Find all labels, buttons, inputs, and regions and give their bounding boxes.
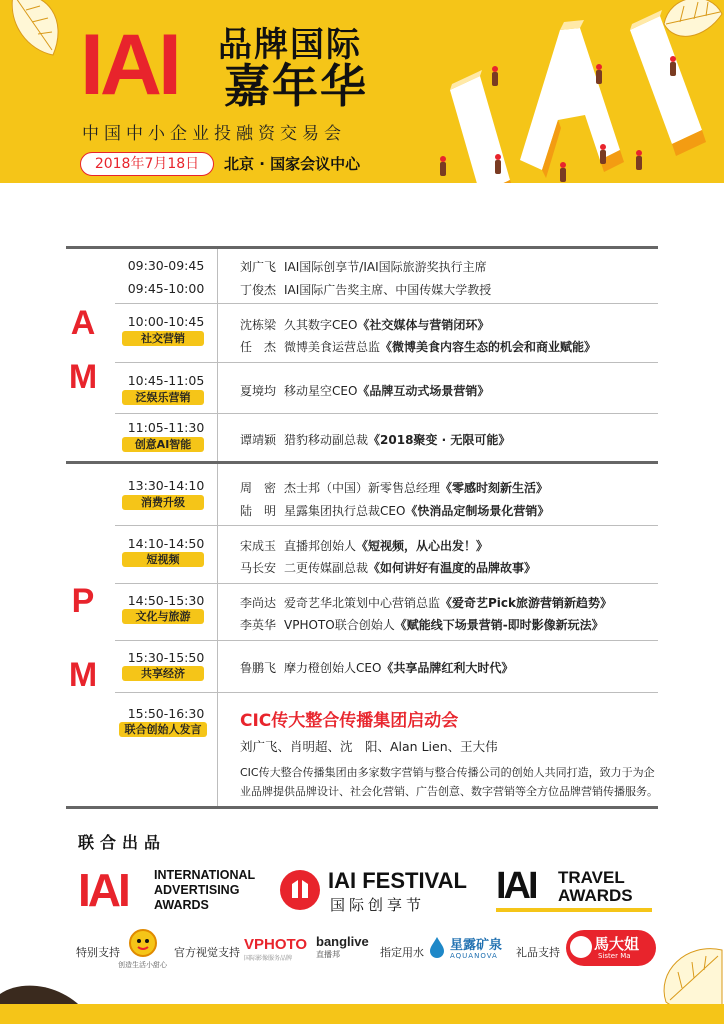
header-banner <box>0 0 724 183</box>
slot-time: 11:05-11:30 <box>127 420 205 435</box>
speaker-row <box>240 281 491 298</box>
gift-brand-name: 馬大姐 <box>594 935 640 953</box>
person-figure-icon <box>670 62 676 76</box>
speaker-name: 李英华 <box>240 618 277 632</box>
speaker-row <box>240 258 487 275</box>
iai-awards-line-2: ADVERTISING <box>154 883 240 897</box>
speaker-name: 鲁鹏飞 <box>240 661 277 675</box>
speaker-row <box>240 537 488 554</box>
speaker-title: IAI国际广告奖主席、中国传媒大学教授 <box>284 283 492 297</box>
cic-launch-title: CIC传大整合传播集团启动会 <box>240 711 459 731</box>
schedule-bottom-rule <box>66 806 658 809</box>
topic-tag: 泛娱乐营销 <box>122 390 204 405</box>
speaker-title: 移动星空CEO <box>284 384 358 398</box>
person-figure-icon <box>495 160 501 174</box>
iai-awards-logo <box>78 866 258 914</box>
festival-emblem-icon <box>278 868 322 912</box>
iai-3d-illustration-icon <box>440 10 710 183</box>
speaker-row <box>240 382 489 399</box>
speaker-name: 马长安 <box>240 561 277 575</box>
slot-time: 15:30-15:50 <box>127 650 205 665</box>
talk-topic: 《爱奇艺Pick旅游营销新趋势》 <box>440 596 613 610</box>
speaker-title: 猎豹移动副总裁 <box>284 433 369 447</box>
iai-awards-line-1: INTERNATIONAL <box>154 868 256 882</box>
leaf-decoration-icon <box>656 942 724 1012</box>
topic-tag: 消费升级 <box>122 495 204 510</box>
iai-logo: IAI <box>80 17 178 113</box>
am-letter-a: A <box>70 304 96 342</box>
speaker-title: 星露集团执行总裁CEO <box>284 504 406 518</box>
carnival-title: 嘉年华 <box>224 59 368 113</box>
speaker-row <box>240 616 604 633</box>
topic-tag: 共享经济 <box>122 666 204 681</box>
topic-tag: 联合创始人发言 <box>119 722 207 737</box>
talk-topic: 《微博美食内容生态的机会和商业赋能》 <box>380 340 597 354</box>
banglive-sub: 直播邦 <box>316 950 340 959</box>
talk-topic: 《如何讲好有温度的品牌故事》 <box>368 561 537 575</box>
speaker-name: 刘广飞 <box>240 260 277 274</box>
mascot-icon <box>128 928 158 958</box>
leaf-decoration-icon <box>8 0 68 60</box>
special-support-logo <box>118 928 168 972</box>
slot-time: 10:45-11:05 <box>127 373 205 388</box>
iai-travel-awards-logo <box>496 866 656 914</box>
visual-support-label: 官方视觉支持 <box>174 946 240 959</box>
slot-time: 09:45-10:00 <box>127 281 205 296</box>
talk-topic: 《快消品定制场景化营销》 <box>405 504 550 518</box>
speaker-row <box>240 431 510 448</box>
gift-brand-sub: Sister Ma <box>598 952 631 960</box>
water-support-label: 指定用水 <box>380 946 424 959</box>
slot-time: 10:00-10:45 <box>127 314 205 329</box>
speaker-title: 二更传媒副总裁 <box>284 561 369 575</box>
speaker-name: 夏境均 <box>240 384 277 398</box>
travel-line-2: AWARDS <box>558 886 633 905</box>
talk-topic: 《品牌互动式场景营销》 <box>357 384 490 398</box>
water-drop-icon <box>428 936 446 958</box>
speaker-name: 宋成玉 <box>240 539 277 553</box>
talk-topic: 《赋能线下场景营销-即时影像新玩法》 <box>394 618 604 632</box>
vphoto-name: VPHOTO <box>244 936 308 953</box>
speaker-row <box>240 594 612 611</box>
brand-line: 品牌国际 <box>218 25 362 65</box>
row-separator <box>115 303 658 304</box>
water-brand-sub: AQUANOVA <box>450 952 498 960</box>
iai-awards-line-3: AWARDS <box>154 898 209 912</box>
speaker-title: VPHOTO联合创始人 <box>284 618 395 632</box>
slot-time: 13:30-14:10 <box>127 478 205 493</box>
cic-description: CIC传大整合传播集团由多家数字营销与整合传播公司的创始人共同打造，致力于为企业品牌提供品牌设计、社会化营销、广告创意、数字营销等全方位品牌营销传播服务。 <box>240 766 658 798</box>
aquanova-logo <box>428 934 508 964</box>
festival-name-cn: 国际创享节 <box>330 896 426 914</box>
person-figure-icon <box>636 156 642 170</box>
topic-tag: 短视频 <box>122 552 204 567</box>
row-separator <box>115 413 658 414</box>
banglive-logo <box>316 934 372 964</box>
row-separator <box>115 692 658 693</box>
special-support-label: 特别支持 <box>76 946 120 959</box>
row-separator <box>115 525 658 526</box>
row-separator <box>115 583 658 584</box>
speaker-row <box>240 559 536 576</box>
slot-time: 14:10-14:50 <box>127 536 205 551</box>
travel-underline <box>496 908 652 912</box>
speaker-row <box>240 502 549 519</box>
partners-heading: 联合出品 <box>78 833 167 852</box>
vphoto-sub: 国际影像服务品牌 <box>244 955 293 962</box>
talk-topic: 《共享品牌红利大时代》 <box>381 661 514 675</box>
speaker-name: 丁俊杰 <box>240 283 277 297</box>
special-support-name: 创造生活小甜心 <box>118 961 167 969</box>
footer-bar <box>0 1004 724 1024</box>
schedule-mid-rule <box>66 461 658 464</box>
speaker-name: 陆 明 <box>240 504 277 518</box>
speaker-row <box>240 316 489 333</box>
topic-tag: 创意AI智能 <box>122 437 204 452</box>
sister-ma-logo <box>566 930 656 966</box>
banglive-name: banglive <box>316 934 369 949</box>
talk-topic: 《2018聚变 · 无限可能》 <box>368 433 511 447</box>
speaker-name: 沈栋梁 <box>240 318 277 332</box>
row-separator <box>115 362 658 363</box>
topic-tag: 文化与旅游 <box>122 609 204 624</box>
schedule-divider <box>217 249 218 461</box>
cic-speakers: 刘广飞、肖明超、沈 阳、Alan Lien、王大伟 <box>240 739 498 754</box>
speaker-title: 爱奇艺华北策划中心营销总监 <box>284 596 441 610</box>
pm-letter-p: P <box>71 582 95 620</box>
speaker-name: 周 密 <box>240 481 277 495</box>
iai-festival-logo <box>278 866 478 914</box>
speaker-title: 久其数字CEO <box>284 318 358 332</box>
speaker-row <box>240 659 513 676</box>
slot-time: 15:50-16:30 <box>127 706 205 721</box>
talk-topic: 《短视频，从心出发！》 <box>356 539 489 553</box>
speaker-title: IAI国际创享节/IAI国际旅游奖执行主席 <box>284 260 487 274</box>
slot-time: 14:50-15:30 <box>127 593 205 608</box>
topic-tag: 社交营销 <box>122 331 204 346</box>
event-date: 2018年7月18日 <box>80 152 214 176</box>
schedule-divider <box>217 464 218 806</box>
vphoto-logo <box>244 936 308 962</box>
speaker-title: 微博美食运营总监 <box>284 340 381 354</box>
event-subtitle: 中国中小企业投融资交易会 <box>82 124 346 144</box>
person-figure-icon <box>560 168 566 182</box>
talk-topic: 《零感时刻新生活》 <box>440 481 549 495</box>
pm-letter-m: M <box>68 656 98 694</box>
event-venue: 北京 · 国家会议中心 <box>224 155 361 173</box>
person-figure-icon <box>492 72 498 86</box>
iai-travel-mark: IAI <box>496 865 536 907</box>
travel-line-1: TRAVEL <box>558 868 625 887</box>
speaker-title: 摩力橙创始人CEO <box>284 661 382 675</box>
slot-time: 09:30-09:45 <box>127 258 205 273</box>
speaker-row <box>240 338 596 355</box>
speaker-title: 杰士邦（中国）新零售总经理 <box>284 481 441 495</box>
gift-brand-badge-icon <box>570 936 592 958</box>
schedule-top-rule <box>66 246 658 249</box>
am-letter-m: M <box>68 358 98 396</box>
speaker-row <box>240 479 548 496</box>
speaker-name: 李尚达 <box>240 596 277 610</box>
gift-support-label: 礼品支持 <box>516 946 560 959</box>
person-figure-icon <box>600 150 606 164</box>
festival-name-en: IAI FESTIVAL <box>328 868 467 893</box>
person-figure-icon <box>596 70 602 84</box>
talk-topic: 《社交媒体与营销闭环》 <box>357 318 490 332</box>
row-separator <box>115 640 658 641</box>
iai-logo-mark: IAI <box>78 864 128 916</box>
person-figure-icon <box>440 162 446 176</box>
speaker-name: 任 杰 <box>240 340 277 354</box>
speaker-name: 谭靖颖 <box>240 433 277 447</box>
speaker-title: 直播邦创始人 <box>284 539 357 553</box>
water-brand-name: 星露矿泉 <box>450 938 503 953</box>
